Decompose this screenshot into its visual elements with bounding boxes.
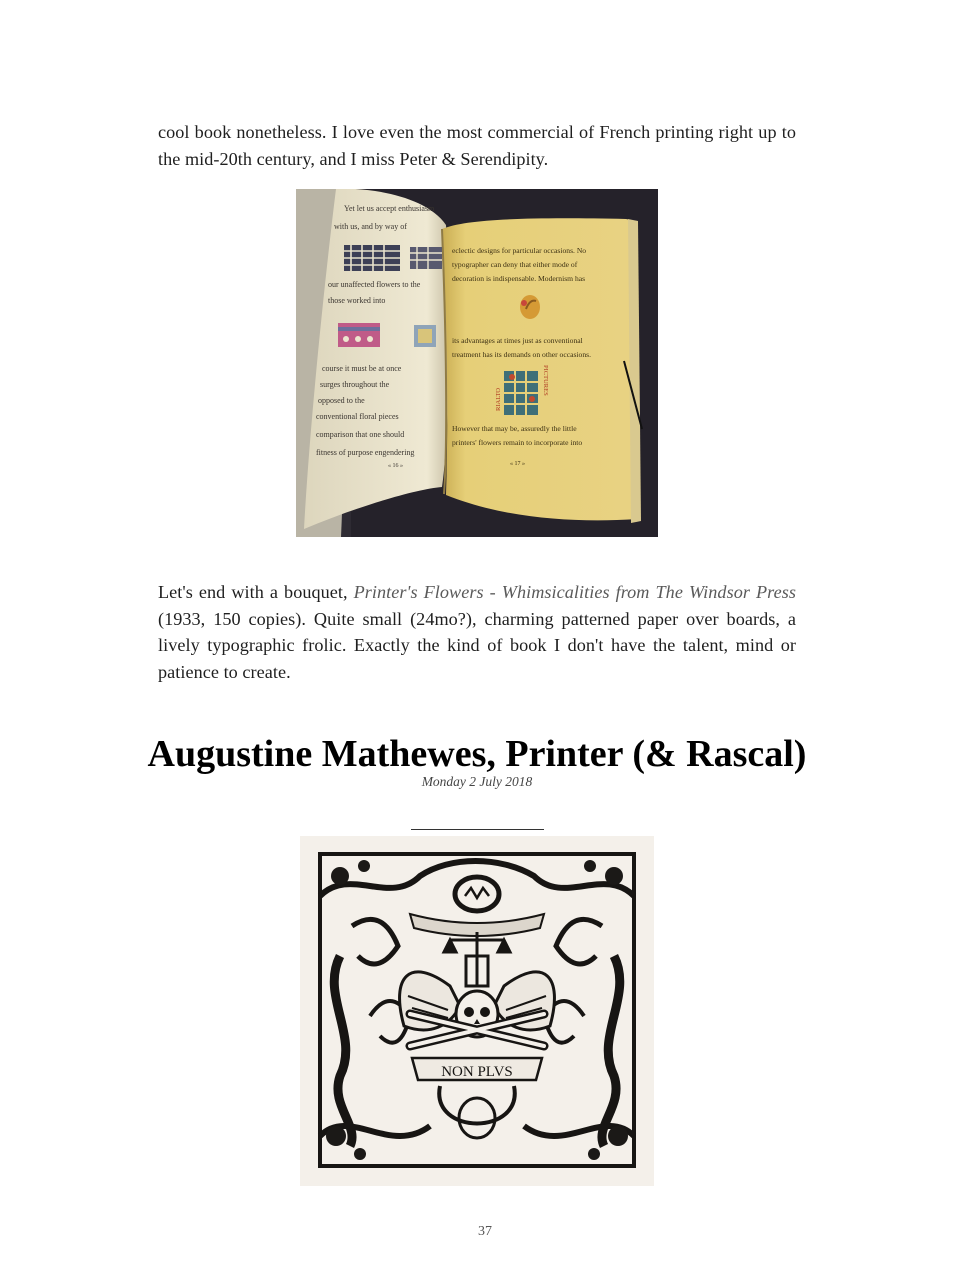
svg-text:treatment has its demands on o: treatment has its demands on other occasions.	[452, 350, 591, 359]
svg-text:eclectic designs for particula: eclectic designs for particular occasions. No	[452, 246, 587, 255]
closing-rest: (1933, 150 copies). Quite small (24mo?), charming patterned paper over boards, a lively typographic frolic. Exactly the kind of book I don't have the talent, mind or patience to create.	[158, 608, 796, 682]
svg-text:its advantages at times just a: its advantages at times just as conventional	[452, 336, 583, 345]
page-number: 37	[478, 1224, 492, 1239]
svg-text:RIALTO: RIALTO	[495, 387, 502, 411]
intro-paragraph: cool book nonetheless. I love even the most commercial of French printing right up to the mid-20th century, and I miss Peter & Serendipity.	[158, 122, 796, 169]
book-title: Printer's Flowers - Whimsicalities from The Windsor Press	[353, 582, 796, 602]
svg-text:comparison that one should: comparison that one should	[316, 430, 405, 439]
svg-text:course it must be at once: course it must be at once	[322, 364, 402, 373]
svg-text:« 16 »: « 16 »	[388, 463, 403, 469]
svg-text:opposed to the: opposed to the	[318, 396, 365, 405]
svg-text:decoration is indispensable. M: decoration is indispensable. Modernism has	[452, 274, 586, 283]
svg-text:However that may be, assuredly: However that may be, assuredly the little	[452, 424, 577, 433]
svg-text:fitness of purpose engendering: fitness of purpose engendering	[316, 448, 415, 457]
svg-text:with us, and by way of: with us, and by way of	[334, 222, 407, 231]
svg-text:conventional floral pieces: conventional floral pieces	[316, 412, 399, 421]
post-date: Monday 2 July 2018	[421, 774, 533, 789]
svg-text:printers' flowers remain to in: printers' flowers remain to incorporate into	[452, 438, 583, 447]
svg-text:those worked into: those worked into	[328, 296, 386, 305]
book-photo	[296, 189, 658, 537]
post-title: Augustine Mathewes, Printer (& Rascal)	[147, 733, 807, 775]
svg-text:typographer can deny that eith: typographer can deny that either mode of	[452, 260, 578, 269]
svg-text:surges throughout the: surges throughout the	[320, 380, 390, 389]
motto-text: NON PLVS	[441, 1064, 513, 1080]
svg-text:our unaffected flowers to the: our unaffected flowers to the	[328, 280, 421, 289]
printer-device-woodcut	[300, 836, 654, 1186]
closing-paragraph	[158, 579, 796, 685]
closing-lead: Let's end with a bouquet,	[158, 582, 354, 602]
divider	[411, 829, 544, 830]
svg-text:Yet let us accept enthusiasm: Yet let us accept enthusiasm	[344, 204, 435, 213]
svg-text:« 17 »: « 17 »	[510, 461, 525, 467]
svg-text:PICTURES: PICTURES	[542, 365, 549, 396]
